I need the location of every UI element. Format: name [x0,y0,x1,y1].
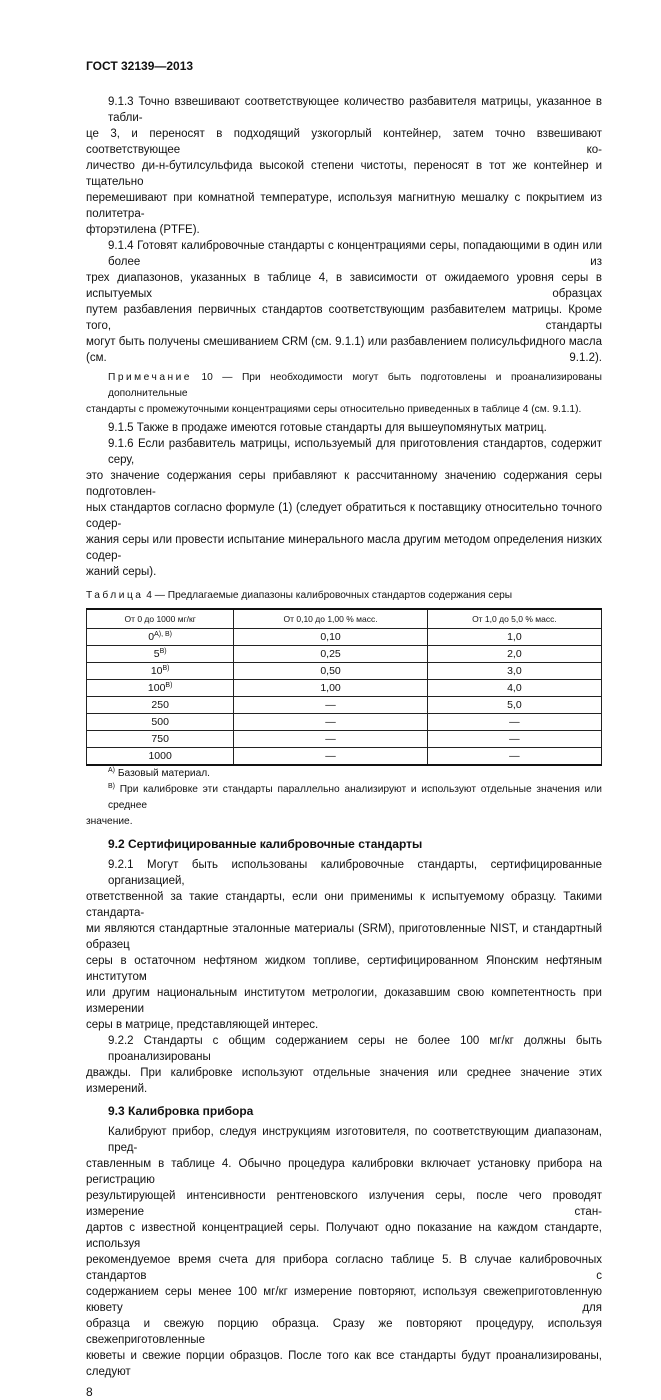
table-caption: Таблица 4 — Предлагаемые диапазоны калибровочных стандартов содержания серы [86,590,513,601]
table-cell [87,680,234,697]
table-cell: 1,0 [427,629,601,646]
section-heading-9-3: 9.3 Калибровка прибора [108,1104,254,1118]
paragraph-9-2-2 [86,1033,602,1097]
table-cell: — [234,748,427,766]
cell-value: 10 [150,665,163,677]
paragraph-9-3 [86,1124,602,1380]
table-cell [87,714,234,731]
text-line: или другим национальным институтом метрологии, доказавшим свою компетентность при измерении [86,987,602,1015]
paragraph-9-1-6 [86,436,602,580]
text-line: 9.2.1 Могут быть использованы калибровочные стандарты, сертифицированные организацией, [108,859,602,887]
text-line: це 3, и переносят в подходящий узкогорлый контейнер, затем точно взвешивают соответствующее ко- [86,128,602,156]
cell-value: 100 [147,682,166,694]
text-line: могут быть получены смешиванием CRM (см. 9.1.1) или разбавлением полисульфидного масла (см. 9.1.2). [86,336,602,364]
table-cell: 2,0 [427,646,601,663]
paragraph-9-2-1 [86,857,602,1033]
text-line: трех диапазонов, указанных в таблице 4, в зависимости от ожидаемого уровня серы в испытуемых образцах [86,272,602,300]
document-header: ГОСТ 32139—2013 [86,59,194,73]
text-line: перемешивают при комнатной температуре, используя магнитную мешалку с покрытием из политетра- [86,192,602,220]
text-line: фторэтилена (PTFE). [86,224,200,236]
text-line: дважды. При калибровке используют отдельные значения или среднее значение этих измерений. [86,1067,602,1095]
table-row [87,663,602,680]
note-label: Примечание [108,372,192,383]
table-cell: — [234,714,427,731]
text-line: Калибруют прибор, следуя инструкциям изготовителя, по соответствующим диапазонам, пред- [108,1126,602,1154]
table-header: От 0,10 до 1,00 % масс. [234,609,427,629]
text-line: ответственной за такие стандарты, если они применимы к испытуемому образцу. Такими стандарта- [86,891,602,919]
paragraph-9-1-3 [86,94,602,238]
text-line: это значение содержания серы прибавляют к рассчитанному значению содержания серы подготовлен- [86,470,602,498]
cell-value: 250 [151,699,169,711]
table-cell: 3,0 [427,663,601,680]
text-line: жания серы или провести испытание минерального масла другим методом определения низких содер- [86,534,602,562]
table-cell: — [234,697,427,714]
text-line: 9.1.4 Готовят калибровочные стандарты с концентрациями серы, попадающими в один или более из [108,240,602,268]
table-cell: — [427,714,601,731]
text-line: результирующей интенсивности рентгеновского излучения серы, после чего проводят измерение стан- [86,1190,602,1218]
table-row [87,646,602,663]
cell-value: 1000 [148,750,172,762]
table-cell [87,646,234,663]
table-row [87,680,602,697]
table-row [87,731,602,748]
footnote-b: $^{В)}$ При калибровке эти стандарты параллельно анализируют и используют отдельные значения или среднее значение. [86,783,602,827]
text-line: образца и свежую порцию образца. Сразу же повторяют процедуру, используя свежеприготовленные [86,1318,602,1346]
table-cell: 0,10 [234,629,427,646]
table-row [87,714,602,731]
footnote-ref: В) [162,665,170,672]
text-line: 9.1.3 Точно взвешивают соответствующее количество разбавителя матрицы, указанное в табли- [108,96,602,124]
calibration-ranges-table [86,608,602,766]
table-cell [87,663,234,680]
cell-value: 5 [153,648,160,660]
table-row [87,697,602,714]
table-cell: 1,00 [234,680,427,697]
table-cell: — [234,731,427,748]
text-line: серы в матрице, представляющей интерес. [86,1019,319,1031]
table-header: От 1,0 до 5,0 % масс. [427,609,601,629]
table-cell: — [427,731,601,748]
text-line: жаний серы). [86,566,157,578]
document-page [86,58,602,1400]
text-line: ных стандартов согласно формуле (1) (следует обратиться к поставщику относительно точного содер- [86,502,602,530]
text-line: путем разбавления первичных стандартов соответствующим разбавителем матрицы. Кроме того, стандарты [86,304,602,332]
page-number: 8 [86,1385,93,1399]
text-line: кюветы и свежие порции образцов. После того как все стандарты будут проанализированы, следуют [86,1350,602,1378]
text-line: 9.1.6 Если разбавитель матрицы, используемый для приготовления стандартов, содержит серу, [108,438,602,466]
paragraph-9-1-5: 9.1.5 Также в продаже имеются готовые стандарты для вышеупомянутых матриц. [108,422,547,434]
table-cell [87,697,234,714]
text-line: рекомендуемое время счета для прибора согласно таблице 5. В случае калибровочных стандартов с [86,1254,602,1282]
section-heading-9-2: 9.2 Сертифицированные калибровочные стандарты [108,837,423,851]
text-line: личество ди-н-бутилсульфида высокой степени чистоты, переносят в тот же контейнер и тщательно [86,160,602,188]
cell-value: 750 [151,733,169,745]
table-cell: 4,0 [427,680,601,697]
paragraph-9-1-4 [86,238,602,366]
cell-value: 500 [151,716,169,728]
text-line: ставленным в таблице 4. Обычно процедура калибровки включает установку прибора на регистрацию [86,1158,602,1186]
table-cell: 5,0 [427,697,601,714]
table-cell: 0,25 [234,646,427,663]
text-line: серы в остаточном нефтяном жидком топливе, сертифицированном Японским нефтяным институтом [86,955,602,983]
note-10: Примечание 10 — При необходимости могут быть подготовлены и проанализированы дополнительные стандарты с промежуточными концентрациями серы относительно приведенных в таблице 4 (см. 9.1.1). [86,372,602,415]
table-row [87,629,602,646]
table-cell [87,629,234,646]
text-line: 9.2.2 Стандарты с общим содержанием серы не более 100 мг/кг должны быть проанализированы [108,1035,602,1063]
footnote-a: $^{А)}$ Базовый материал. [108,767,211,779]
text-line: ми являются стандартные эталонные материалы (SRM), приготовленные NIST, и стандартный образец [86,923,602,951]
text-line: дартов с известной концентрацией серы. Получают одно показание на каждом стандарте, используя [86,1222,602,1250]
table-cell: 0,50 [234,663,427,680]
cell-value: 0 [148,631,155,643]
table-cell [87,748,234,766]
table-cell [87,731,234,748]
text-line: содержанием серы менее 100 мг/кг измерение повторяют, используя свежеприготовленную кювету для [86,1286,602,1314]
table-row [87,748,602,766]
footnote-ref: В) [165,682,173,689]
footnote-ref: А), В) [154,631,173,638]
footnote-ref: В) [159,648,167,655]
table-header: От 0 до 1000 мг/кг [87,609,234,629]
table-cell: — [427,748,601,766]
